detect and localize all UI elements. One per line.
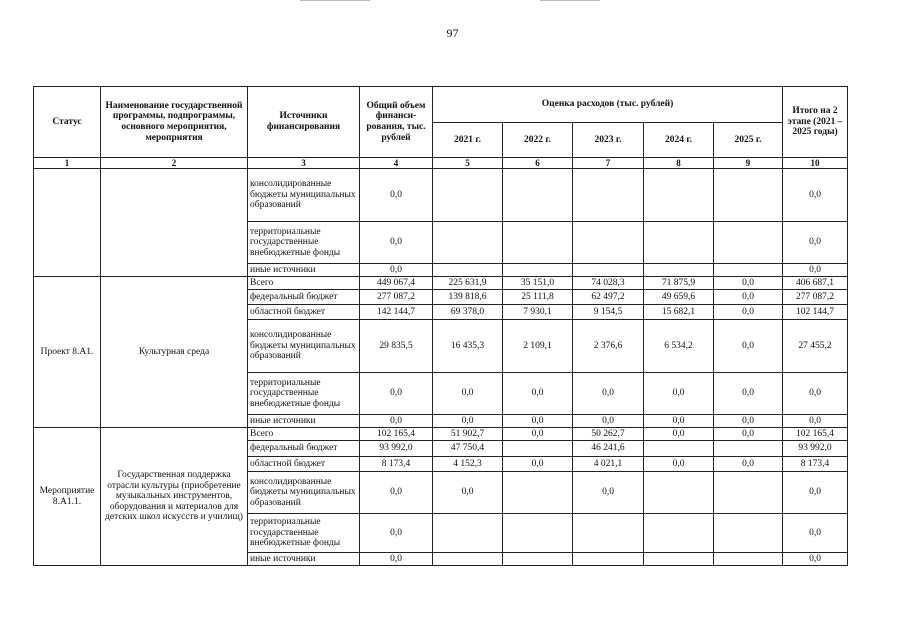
value-cell <box>573 222 644 264</box>
value-cell: 69 378,0 <box>433 305 503 320</box>
value-cell <box>503 553 573 566</box>
value-cell: 0,0 <box>503 428 573 441</box>
value-cell: 0,0 <box>714 457 783 472</box>
value-cell: 71 875,9 <box>644 277 714 290</box>
source-cell: Всего <box>248 277 360 290</box>
value-cell <box>644 264 714 277</box>
value-cell: 0,0 <box>360 415 433 428</box>
header-year: 2023 г. <box>573 123 644 158</box>
value-cell: 0,0 <box>433 472 503 514</box>
value-cell: 406 687,1 <box>783 277 848 290</box>
value-cell <box>573 514 644 553</box>
value-cell <box>433 169 503 222</box>
value-cell: 6 534,2 <box>644 320 714 373</box>
header-year: 2021 г. <box>433 123 503 158</box>
value-cell <box>714 514 783 553</box>
value-cell: 0,0 <box>714 290 783 305</box>
value-cell: 0,0 <box>644 373 714 415</box>
header-total-volume: Общий объем финанси-рования, тыс. рублей <box>360 87 433 158</box>
header-year: 2022 г. <box>503 123 573 158</box>
value-cell <box>503 441 573 457</box>
value-cell: 0,0 <box>714 305 783 320</box>
value-cell: 4 021,1 <box>573 457 644 472</box>
value-cell: 27 455,2 <box>783 320 848 373</box>
value-cell <box>503 472 573 514</box>
source-cell: областной бюджет <box>248 305 360 320</box>
source-cell: консолидированные бюджеты муниципальных образований <box>248 320 360 373</box>
source-cell: консолидированные бюджеты муниципальных образований <box>248 169 360 222</box>
value-cell: 0,0 <box>360 169 433 222</box>
value-cell: 9 154,5 <box>573 305 644 320</box>
value-cell: 8 173,4 <box>360 457 433 472</box>
value-cell: 0,0 <box>433 415 503 428</box>
value-cell: 46 241,6 <box>573 441 644 457</box>
value-cell: 0,0 <box>360 373 433 415</box>
value-cell: 0,0 <box>714 277 783 290</box>
value-cell: 29 835,5 <box>360 320 433 373</box>
header-sources: Источники финансирования <box>248 87 360 158</box>
value-cell: 0,0 <box>360 222 433 264</box>
header-estimate: Оценка расходов (тыс. рублей) <box>433 87 783 123</box>
value-cell <box>433 222 503 264</box>
value-cell <box>573 169 644 222</box>
value-cell: 0,0 <box>783 514 848 553</box>
value-cell: 50 262,7 <box>573 428 644 441</box>
column-number: 4 <box>360 158 433 169</box>
value-cell: 0,0 <box>360 553 433 566</box>
value-cell: 277 087,2 <box>360 290 433 305</box>
value-cell: 102 165,4 <box>360 428 433 441</box>
column-number: 6 <box>503 158 573 169</box>
value-cell: 15 682,1 <box>644 305 714 320</box>
value-cell <box>714 553 783 566</box>
header-name: Наименование государственной программы, подпрограммы, основного мероприятия, мероприятия <box>101 87 248 158</box>
column-number: 1 <box>34 158 101 169</box>
value-cell: 0,0 <box>433 373 503 415</box>
row-name: Культурная среда <box>101 277 248 428</box>
source-cell: федеральный бюджет <box>248 441 360 457</box>
value-cell: 93 992,0 <box>783 441 848 457</box>
value-cell: 0,0 <box>503 415 573 428</box>
top-scan-rule-right <box>540 0 600 1</box>
value-cell: 225 631,9 <box>433 277 503 290</box>
value-cell <box>714 169 783 222</box>
value-cell: 51 902,7 <box>433 428 503 441</box>
table-row <box>34 169 848 222</box>
value-cell <box>644 169 714 222</box>
value-cell <box>503 514 573 553</box>
value-cell: 139 818,6 <box>433 290 503 305</box>
value-cell: 0,0 <box>644 457 714 472</box>
source-cell: консолидированные бюджеты муниципальных образований <box>248 472 360 514</box>
value-cell: 4 152,3 <box>433 457 503 472</box>
value-cell: 0,0 <box>714 373 783 415</box>
value-cell: 25 111,8 <box>503 290 573 305</box>
source-cell: территориальные государственные внебюджетные фонды <box>248 373 360 415</box>
value-cell <box>714 264 783 277</box>
value-cell: 0,0 <box>503 373 573 415</box>
value-cell: 0,0 <box>783 264 848 277</box>
row-name <box>101 169 248 277</box>
row-status: Проект 8.А1. <box>34 277 101 428</box>
value-cell: 0,0 <box>783 169 848 222</box>
value-cell: 0,0 <box>783 553 848 566</box>
value-cell: 0,0 <box>360 514 433 553</box>
value-cell: 0,0 <box>783 415 848 428</box>
value-cell <box>644 472 714 514</box>
value-cell: 0,0 <box>573 373 644 415</box>
value-cell: 47 750,4 <box>433 441 503 457</box>
column-number: 2 <box>101 158 248 169</box>
source-cell: иные источники <box>248 553 360 566</box>
value-cell <box>714 441 783 457</box>
source-cell: территориальные государственные внебюджетные фонды <box>248 514 360 553</box>
row-status: Мероприятие 8.А1.1. <box>34 428 101 566</box>
header-status: Статус <box>34 87 101 158</box>
source-cell: иные источники <box>248 264 360 277</box>
value-cell <box>573 264 644 277</box>
value-cell: 102 165,4 <box>783 428 848 441</box>
header-year: 2025 г. <box>714 123 783 158</box>
value-cell: 102 144,7 <box>783 305 848 320</box>
value-cell: 49 659,6 <box>644 290 714 305</box>
column-number: 8 <box>644 158 714 169</box>
value-cell: 0,0 <box>783 222 848 264</box>
value-cell <box>644 514 714 553</box>
value-cell: 0,0 <box>573 472 644 514</box>
value-cell: 62 497,2 <box>573 290 644 305</box>
source-cell: федеральный бюджет <box>248 290 360 305</box>
financing-table <box>33 86 848 566</box>
value-cell: 8 173,4 <box>783 457 848 472</box>
value-cell: 2 376,6 <box>573 320 644 373</box>
row-name: Государственная поддержка отрасли культуры (приобретение музыкальных инструментов, оборудования и материалов для детских школ искусств и училищ) <box>101 428 248 566</box>
value-cell: 0,0 <box>360 472 433 514</box>
page-number: 97 <box>446 26 459 40</box>
value-cell: 449 067,4 <box>360 277 433 290</box>
value-cell: 0,0 <box>714 320 783 373</box>
source-cell: областной бюджет <box>248 457 360 472</box>
value-cell: 0,0 <box>573 415 644 428</box>
value-cell <box>433 553 503 566</box>
value-cell <box>644 441 714 457</box>
value-cell: 35 151,0 <box>503 277 573 290</box>
column-number: 10 <box>783 158 848 169</box>
header-year: 2024 г. <box>644 123 714 158</box>
column-number: 5 <box>433 158 503 169</box>
value-cell: 74 028,3 <box>573 277 644 290</box>
column-number: 3 <box>248 158 360 169</box>
column-number: 7 <box>573 158 644 169</box>
source-cell: иные источники <box>248 415 360 428</box>
value-cell: 277 087,2 <box>783 290 848 305</box>
top-scan-rule-left <box>300 0 370 1</box>
value-cell <box>714 222 783 264</box>
table-row <box>34 428 848 441</box>
source-cell: Всего <box>248 428 360 441</box>
value-cell: 0,0 <box>714 428 783 441</box>
value-cell <box>573 553 644 566</box>
value-cell <box>714 472 783 514</box>
value-cell <box>433 264 503 277</box>
row-status <box>34 169 101 277</box>
value-cell: 0,0 <box>783 373 848 415</box>
value-cell: 16 435,3 <box>433 320 503 373</box>
value-cell: 0,0 <box>644 415 714 428</box>
value-cell: 0,0 <box>714 415 783 428</box>
column-number: 9 <box>714 158 783 169</box>
source-cell: территориальные государственные внебюджетные фонды <box>248 222 360 264</box>
value-cell <box>644 222 714 264</box>
value-cell <box>503 264 573 277</box>
table-row <box>34 277 848 290</box>
value-cell: 0,0 <box>503 457 573 472</box>
value-cell: 0,0 <box>360 264 433 277</box>
value-cell: 2 109,1 <box>503 320 573 373</box>
value-cell <box>644 553 714 566</box>
value-cell <box>503 222 573 264</box>
value-cell: 0,0 <box>644 428 714 441</box>
value-cell: 7 930,1 <box>503 305 573 320</box>
value-cell: 93 992,0 <box>360 441 433 457</box>
header-stage-total: Итого на 2 этапе (2021 – 2025 годы) <box>783 87 848 158</box>
value-cell: 0,0 <box>783 472 848 514</box>
value-cell: 142 144,7 <box>360 305 433 320</box>
value-cell <box>503 169 573 222</box>
value-cell <box>433 514 503 553</box>
